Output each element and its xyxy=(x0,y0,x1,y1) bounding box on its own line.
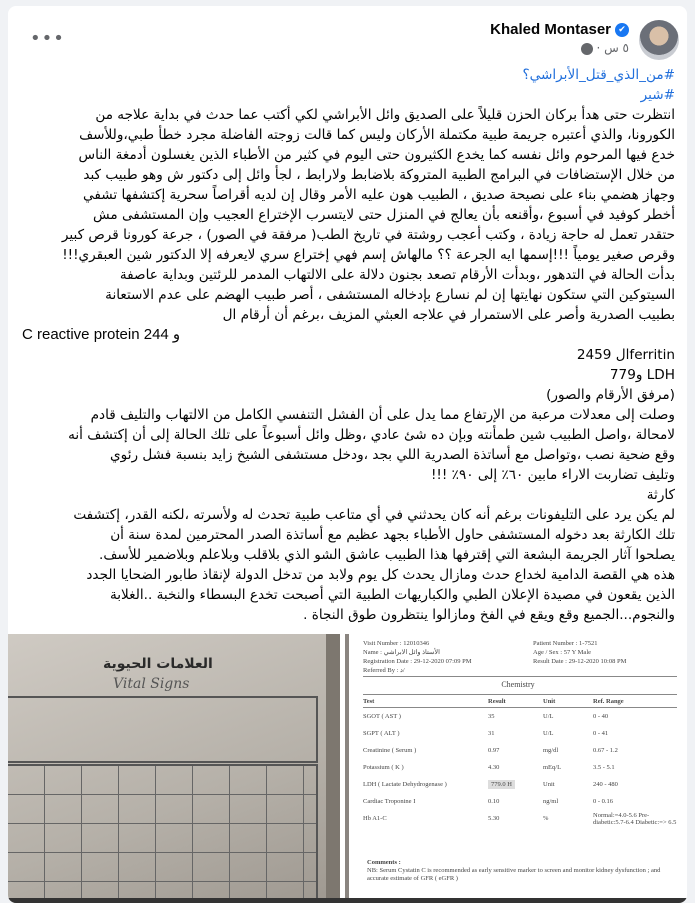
post-text-line: وصلت إلى معدلات مرعبة من الإرتفاع مما يدل على أن الفشل التنفسي الكامل من الالتهاب والتليف قادم xyxy=(90,407,675,423)
results-table xyxy=(363,694,677,827)
form-grid xyxy=(8,764,318,903)
referred-by: Referred By : د/ xyxy=(363,667,405,674)
post-text-line: (مرفق الأرقام والصور) xyxy=(546,387,675,403)
post-text-line: بدأت الحالة في التدهور ،وبدأت الأرقام تصعد بجنون دلالة على الالتهاب المدمر للرئتين وبداية عاصفة xyxy=(119,267,675,283)
post-images xyxy=(8,634,687,903)
table-cell xyxy=(543,713,593,720)
patient-name: Name : الأستاذ وائل الابراشي xyxy=(363,649,440,656)
patient-number: Patient Number : 1-7521 xyxy=(533,640,598,647)
column-header: Test xyxy=(363,697,375,705)
post-text-line: وقرص صغير يومياً !!!إسمها ايه الجرعة ؟؟ مالهاش إسم فهي إختراع سري لايعرفه إلا الدكتور شين العبقري!!! xyxy=(62,247,675,263)
table-cell xyxy=(363,815,488,822)
cell-value: 779.0 H xyxy=(488,780,515,789)
table-cell xyxy=(488,815,543,822)
column-header: Result xyxy=(488,697,506,705)
table-cell xyxy=(543,730,593,737)
table-cell xyxy=(593,730,677,737)
post-text-line: لامحالة ،واصل الطبيب شين طمأنته وبإن ده شئ عادي ،وظل وائل أسبوعاً على تلك الحالة إلى أن إكتشف أنه xyxy=(68,427,675,443)
post-text-line: C reactive protein 244 و xyxy=(22,326,181,343)
post-text-line: كارثة xyxy=(646,487,675,503)
table-cell xyxy=(593,812,677,826)
post-text-line: السيتوكين التي ستكون نهايتها إن لم نسارع بإدخاله المستشفى ، أصر طبيب الهضم على عدم الاستعانة xyxy=(105,287,675,303)
cell-value: SGPT ( ALT ) xyxy=(363,730,400,737)
cell-value: Cardiac Troponine I xyxy=(363,798,416,805)
table-cell xyxy=(543,798,593,805)
cell-value: Potassium ( K ) xyxy=(363,764,404,771)
report-header xyxy=(363,640,677,677)
cell-value: Normal:=4.0-5.6 Pre-diabetic:5.7-6.4 Diabetic:=> 6.5 xyxy=(593,811,677,826)
table-row xyxy=(363,708,677,725)
post-text-line: خدع فيها المرحوم وائل نفسه كما يخدع الكثيرون حتى اليوم في كثير من الأطباء الذين يغسلون أدمغة الناس xyxy=(78,147,675,163)
post-text-line: يصلحوا آثار الجريمة البشعة التي إقترفها هذا الطبيب عاشق الشو الذي بلاقلب وبلاعلم وبلاضمير للأسف. xyxy=(99,547,675,563)
table-cell xyxy=(488,747,543,754)
column-header: Unit xyxy=(543,697,556,705)
comments-label: Comments : xyxy=(367,859,401,866)
table-row xyxy=(363,776,677,793)
photo-title-arabic: العلامات الحيوية xyxy=(103,656,213,672)
table-cell xyxy=(488,798,543,805)
post-text-line: وقع ضحية نصب ،وتواصل مع أساتذة الصدرية اللي بجد ،ودخل مستشفى الشيخ زايد بنسبة فشل رئوي xyxy=(110,447,675,463)
post-text-line: LDH و779 xyxy=(609,367,675,383)
table-row xyxy=(363,759,677,776)
table-row xyxy=(363,742,677,759)
table-cell xyxy=(488,781,543,788)
table-cell xyxy=(363,798,488,805)
cell-value: SGOT ( AST ) xyxy=(363,713,401,720)
post-text-line: انتظرت حتى هدأ بركان الحزن قليلاً على الصديق وائل الأبراشي لكي أكتب عما حدث في بداية علاجه من xyxy=(95,107,675,123)
post-text-line: تلك الكارثة بعد دخوله المستشفى حاول الأطباء بجهد عظيم مع أساتذة الصدر المحترمين لمدة سنة أن xyxy=(110,527,675,543)
form-header-box xyxy=(8,696,318,763)
post-text-line: الذين يقعون في مصيدة الإعلان الطبي والكباريهات الطبية التي أصبحت تخدع البسطاء والنخبة ..الغلابة xyxy=(109,587,675,603)
vital-signs-photo[interactable] xyxy=(8,634,340,903)
post-text-line: أخطر كوفيد في أسبوع ،وأقنعه بأن يعالج في المنزل حتى لايتسرب الإختراع العجيب وإن المستشفى مش xyxy=(93,207,675,223)
post-text-line: وتليف تضاربت الاراء مابين ٦٠٪ إلى ٩٠٪ !!! xyxy=(430,467,675,483)
table-header-row xyxy=(363,695,677,708)
table-cell xyxy=(543,781,593,788)
table-cell xyxy=(363,747,488,754)
column-header: Ref. Range xyxy=(593,697,624,705)
cell-value: Unit xyxy=(543,781,555,788)
cell-value: 0 - 0.16 xyxy=(593,798,614,805)
table-cell xyxy=(488,730,543,737)
table-cell xyxy=(363,730,488,737)
registration-date: Registration Date : 29-12-2020 07:09 PM xyxy=(363,658,472,665)
verified-badge-icon: ✔ xyxy=(615,23,629,37)
cell-value: 0 - 41 xyxy=(593,730,609,737)
photo-title-english: Vital Signs xyxy=(113,676,190,692)
cell-value: 4.30 xyxy=(488,764,500,771)
post-card xyxy=(8,6,687,903)
lab-report-photo[interactable] xyxy=(345,634,687,903)
table-cell xyxy=(543,764,593,771)
cell-value: 3.5 - 5.1 xyxy=(593,764,615,771)
table-cell xyxy=(593,781,677,788)
table-row xyxy=(363,810,677,827)
table-cell xyxy=(363,781,488,788)
table-row xyxy=(363,793,677,810)
image-bottom-edge xyxy=(8,898,687,903)
post-text-line: ferritinال 2459 xyxy=(576,347,675,363)
cell-value: U/L xyxy=(543,730,554,737)
post-text-line: الكورونا، والذي أعتبره جريمة طبية مكتملة الأركان وليس كما قالت زوجته الفاضلة مجرد خطأ طبي،وللأسف xyxy=(79,127,675,143)
cell-value: 240 - 480 xyxy=(593,781,618,788)
post-text-line: بطبيب الصدرية وأصر على الاستمرار في علاجه العبثي المزيف ،برغم أن أرقام ال xyxy=(222,307,675,323)
author-name[interactable]: Khaled Montaser xyxy=(490,21,611,38)
table-cell xyxy=(543,747,593,754)
author-avatar[interactable] xyxy=(639,20,679,60)
more-options-button[interactable]: ••• xyxy=(30,28,65,49)
cell-value: 5.30 xyxy=(488,815,500,822)
post-text-line: هذه هي القصة الدامية لخداع حدث ومازال يحدث كل يوم ولابد من تدخل الدولة لإنقاذ طابور الضحايا الجدد xyxy=(86,567,675,583)
post-text-line: من خلال الإستضافات في البرامج الطبية المتروكة بلاضابط ولارابط ، لجأ وائل إلى دكتور ش وهو طبيب كبد xyxy=(83,167,675,183)
photo-edge xyxy=(326,634,340,903)
table-cell xyxy=(488,713,543,720)
globe-icon xyxy=(581,43,593,55)
post-text-line: حتقدر تعمل له حاجة زيادة ، وكتب أعجب روشتة في تاريخ الطب( مرفقة في الصور) ، جرعة كورونا قرص كبير xyxy=(61,227,675,243)
table-cell xyxy=(363,764,488,771)
cell-value: 31 xyxy=(488,730,495,737)
table-row xyxy=(363,725,677,742)
comments-text: NB: Serum Cystatin C is recommended as early sensitive marker to screen and monitor kidney dysfunction ; and accurate estimate of GFR ( eGFR ) xyxy=(367,867,661,882)
table-cell xyxy=(543,815,593,822)
table-cell xyxy=(593,798,677,805)
post-time[interactable]: ٥ س · xyxy=(596,41,629,55)
hashtag-link[interactable]: #شير xyxy=(640,87,675,103)
post-text-line: لم يكن يرد على التليفونات برغم أنه كان يحدثني في أي متاعب طبية تحدث له ولأسرته ،لكنه القدر، إكتشفت xyxy=(73,507,675,523)
table-cell xyxy=(593,764,677,771)
table-cell xyxy=(593,747,677,754)
table-cell xyxy=(488,764,543,771)
result-date: Result Date : 29-12-2020 10:08 PM xyxy=(533,658,627,665)
post-timestamp[interactable] xyxy=(578,41,629,55)
hashtag-link[interactable]: #من_الذي_قتل_الأبراشي؟ xyxy=(522,67,675,83)
cell-value: mg/dl xyxy=(543,747,559,754)
table-cell xyxy=(363,713,488,720)
post-text-line: والنجوم...الجميع وقع ويقع في الفخ ومازالوا ينتظرون طوق النجاة . xyxy=(303,607,675,623)
cell-value: Creatinine ( Serum ) xyxy=(363,747,417,754)
cell-value: U/L xyxy=(543,713,554,720)
cell-value: 0 - 40 xyxy=(593,713,609,720)
cell-value: 0.10 xyxy=(488,798,500,805)
cell-value: LDH ( Lactate Dehydrogenase ) xyxy=(363,781,447,788)
post-text-line: وجهاز هضمي بناء على نصيحة صديق ، الطبيب هون عليه الأمر وقال إن لديه أقراصاً سحرية إكتشفها تشفي xyxy=(83,187,675,203)
cell-value: 0.67 - 1.2 xyxy=(593,747,618,754)
report-section: Chemistry xyxy=(501,680,535,689)
age-sex: Age / Sex : 57 Y Male xyxy=(533,649,592,656)
post-body xyxy=(22,65,675,625)
report-comments xyxy=(367,859,677,883)
visit-number: Visit Number : 12010346 xyxy=(363,640,430,647)
cell-value: 0.97 xyxy=(488,747,500,754)
cell-value: Hb A1-C xyxy=(363,815,387,822)
cell-value: 35 xyxy=(488,713,495,720)
cell-value: mEq/L xyxy=(543,764,562,771)
cell-value: ng/ml xyxy=(543,798,559,805)
table-cell xyxy=(593,713,677,720)
cell-value: % xyxy=(543,815,549,822)
